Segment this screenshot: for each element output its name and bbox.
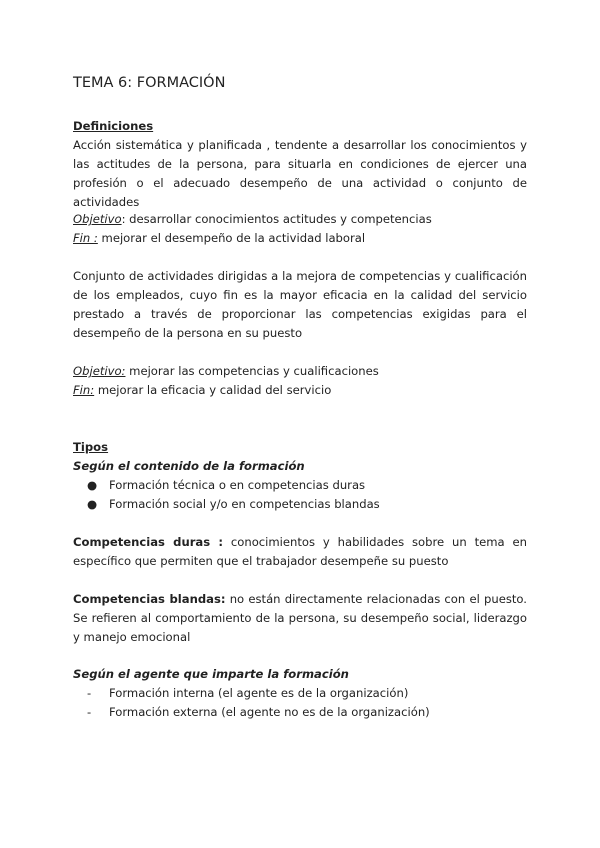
objetivo-line-2 [73,362,527,381]
dash-icon: - [87,686,92,700]
blandas-label: Competencias blandas: [73,592,226,606]
fin-line-1 [73,229,527,248]
list-item: ● Formación social y/o en competencias blandas [73,495,527,514]
definiciones-section [73,117,527,212]
bullet-icon: ● [87,478,98,492]
definicion-paragraph-2: Conjunto de actividades dirigidas a la mejora de competencias y cualificación de los empleados, cuyo fin es la mayor eficacia en la calidad del servicio prestado a través de proporcionar las competencias exigidas para el desempeño de la persona en su puesto [73,269,527,340]
objetivo-fin-block-2 [73,362,527,400]
competencias-blandas-paragraph [73,590,527,647]
objetivo-text: : desarrollar conocimientos actitudes y competencias [121,212,432,226]
competencias-duras-paragraph [73,533,527,571]
contenido-subheading: Según el contenido de la formación [73,459,305,473]
blandas-text: no están directamente relacionadas con el puesto. Se refieren al comportamiento de la persona, su desempeño social, liderazgo y manejo emocional [73,592,527,644]
fin-text: mejorar el desempeño de la actividad laboral [97,231,366,245]
duras-text: conocimientos y habilidades sobre un tema en específico que permiten que el trabajador desempeñe su puesto [73,535,527,568]
agente-subheading: Según el agente que imparte la formación [73,667,349,681]
tipos-heading: Tipos [73,440,109,454]
definiciones-heading: Definiciones [73,119,154,133]
fin-label: Fin: [73,383,95,397]
dash-icon: - [87,705,92,719]
objetivo-text: mejorar las competencias y cualificaciones [125,364,379,378]
list-item: ● Formación técnica o en competencias duras [73,476,527,495]
fin-text: mejorar la eficacia y calidad del servicio [94,383,332,397]
objetivo-fin-block-1 [73,210,527,248]
contenido-list [73,476,527,514]
fin-label: Fin : [73,231,98,245]
objetivo-line-1 [73,210,527,229]
bullet-icon: ● [87,497,98,511]
objetivo-label: Objetivo [73,212,122,226]
definicion-paragraph-1: Acción sistemática y planificada , tendente a desarrollar los conocimientos y las actitudes de la persona, para situarla en condiciones de ejercer una profesión o el adecuado desempeño de una actividad o conjunto de actividades [73,138,527,209]
fin-line-2 [73,381,527,400]
duras-label: Competencias duras : [73,535,224,549]
agente-section [73,665,527,722]
agente-list [73,684,527,722]
tipos-section [73,438,527,514]
objetivo-label: Objetivo: [73,364,126,378]
page-title: TEMA 6: FORMACIÓN [73,75,226,91]
list-item: - Formación interna (el agente es de la organización) [73,684,527,703]
list-item: - Formación externa (el agente no es de la organización) [73,703,527,722]
